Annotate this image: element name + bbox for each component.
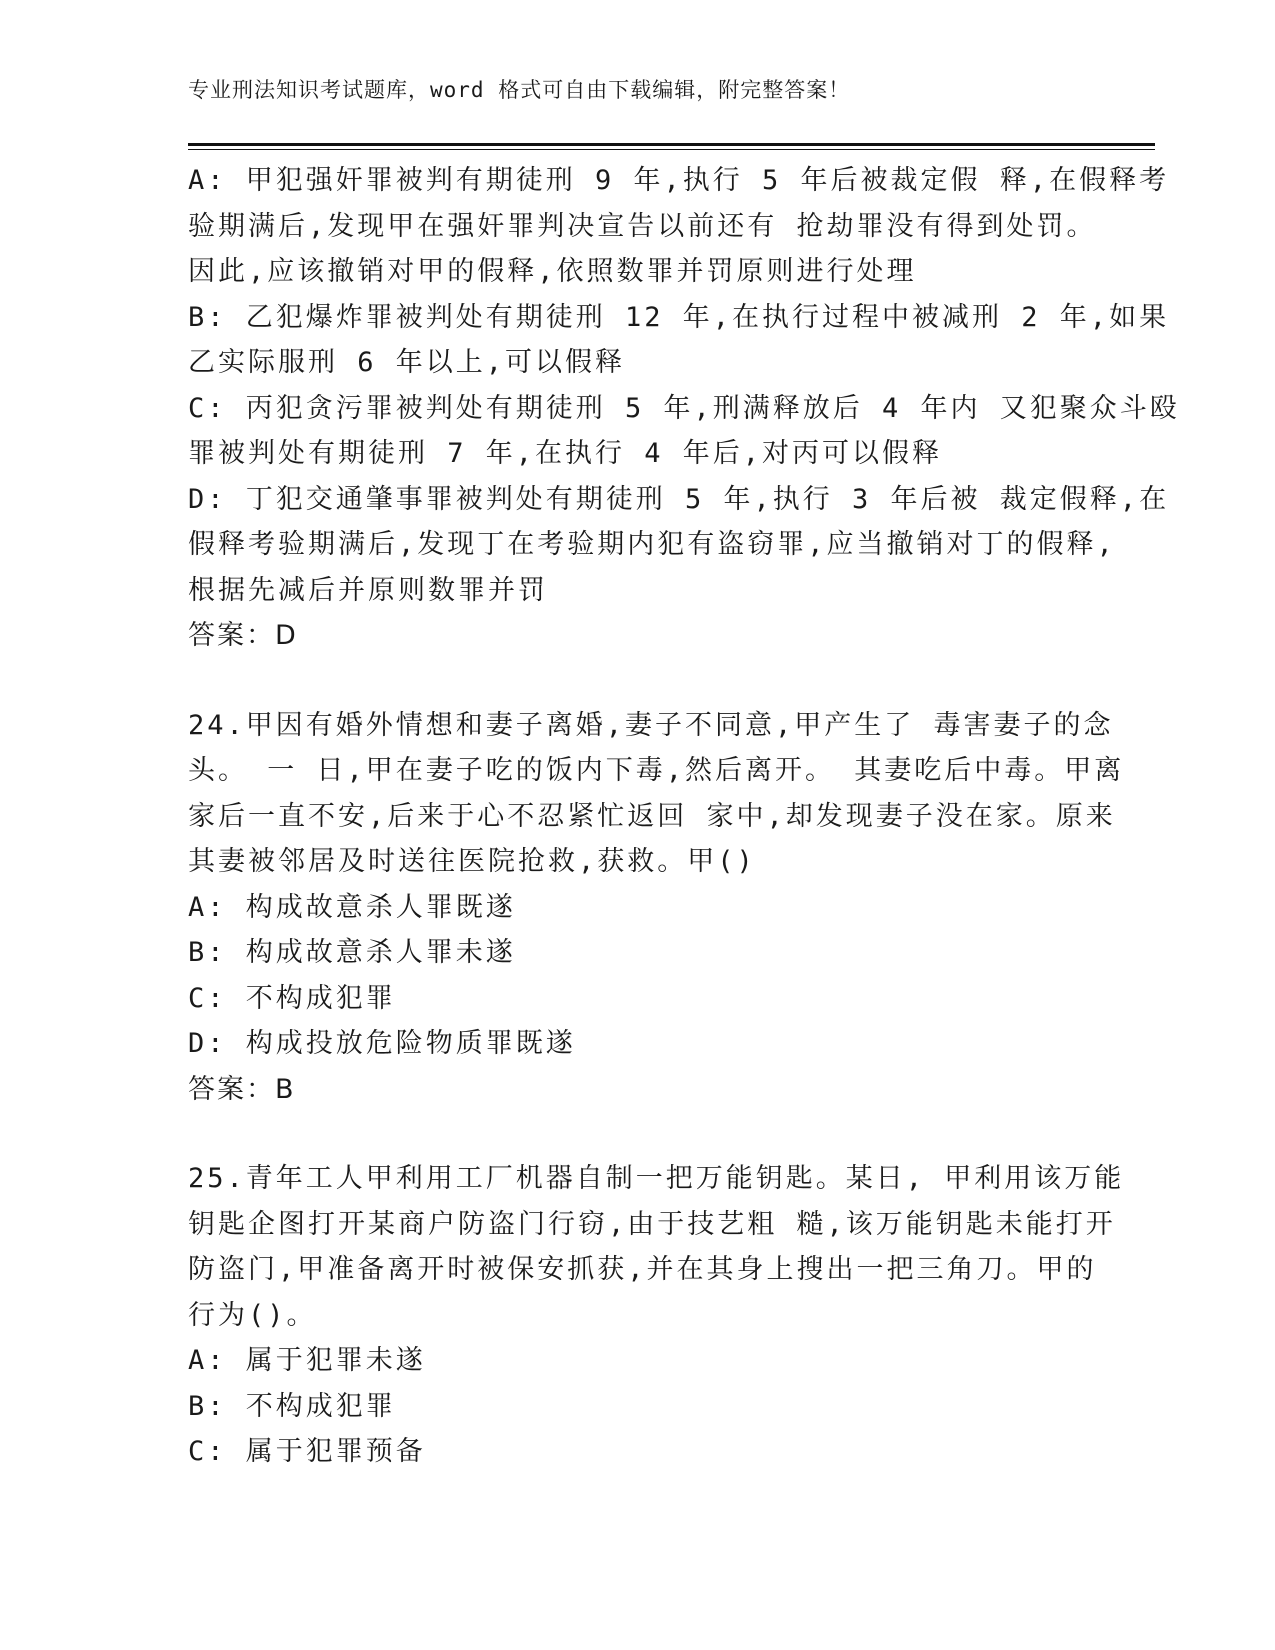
- question-line: 因此,应该撤销对甲的假释,依照数罪并罚原则进行处理: [188, 256, 917, 287]
- question-line: A: 构成故意杀人罪既遂: [188, 891, 516, 923]
- question-line: B: 构成故意杀人罪未遂: [188, 937, 516, 968]
- question-line: D: 构成投放危险物质罪既遂: [188, 1028, 576, 1059]
- question-line: B: 不构成犯罪: [188, 1390, 396, 1422]
- question-line: 25.青年工人甲利用工厂机器自制一把万能钥匙。某日, 甲利用该万能: [188, 1163, 1125, 1194]
- question-line: A: 甲犯强奸罪被判有期徒刑 9 年,执行 5 年后被裁定假 释,在假释考: [188, 165, 1170, 196]
- block-spacer: [188, 659, 1088, 703]
- question-line: 家后一直不安,后来于心不忍紧忙返回 家中,却发现妻子没在家。原来: [188, 800, 1116, 832]
- question-line: 头。 一 日,甲在妻子吃的饭内下毒,然后离开。 其妻吃后中毒。甲离: [188, 755, 1125, 786]
- question-block: [188, 1156, 1125, 1475]
- question-line: 验期满后,发现甲在强奸罪判决宣告以前还有 抢劫罪没有得到处罚。: [188, 210, 1097, 242]
- question-line: B: 乙犯爆炸罪被判处有期徒刑 12 年,在执行过程中被减刑 2 年,如果: [188, 301, 1170, 333]
- answer-line: 答案：B: [188, 1073, 296, 1105]
- question-line: 乙实际服刑 6 年以上,可以假释: [188, 347, 626, 378]
- question-line: 防盗门,甲准备离开时被保安抓获,并在其身上搜出一把三角刀。甲的: [188, 1254, 1097, 1285]
- question-line: 钥匙企图打开某商户防盗门行窃,由于技艺粗 糙,该万能钥匙未能打开: [188, 1208, 1116, 1240]
- question-block: [188, 703, 1125, 1113]
- question-line: 行为()。: [188, 1299, 317, 1331]
- question-block: [188, 158, 1180, 659]
- question-line: 根据先减后并原则数罪并罚: [188, 574, 548, 606]
- question-content: [188, 158, 1180, 1475]
- question-line: C: 丙犯贪污罪被判处有期徒刑 5 年,刑满释放后 4 年内 又犯聚众斗殴: [188, 392, 1180, 424]
- question-line: 罪被判处有期徒刑 7 年,在执行 4 年后,对丙可以假释: [188, 438, 943, 469]
- question-line: D: 丁犯交通肇事罪被判处有期徒刑 5 年,执行 3 年后被 裁定假释,在: [188, 483, 1170, 515]
- header-rule-thin: [188, 149, 1155, 150]
- answer-line: 答案：D: [188, 620, 298, 651]
- question-line: 其妻被邻居及时送往医院抢救,获救。甲(): [188, 846, 756, 877]
- question-line: C: 不构成犯罪: [188, 982, 396, 1014]
- question-line: C: 属于犯罪预备: [188, 1436, 426, 1467]
- document-header: 专业刑法知识考试题库，word 格式可自由下载编辑，附完整答案！: [188, 78, 851, 102]
- header-rule-thick: [188, 143, 1155, 146]
- question-line: 24.甲因有婚外情想和妻子离婚,妻子不同意,甲产生了 毒害妻子的念: [188, 709, 1114, 741]
- block-spacer: [188, 1112, 1088, 1156]
- question-line: 假释考验期满后,发现丁在考验期内犯有盗窃罪,应当撤销对丁的假释,: [188, 529, 1116, 560]
- question-line: A: 属于犯罪未遂: [188, 1345, 426, 1376]
